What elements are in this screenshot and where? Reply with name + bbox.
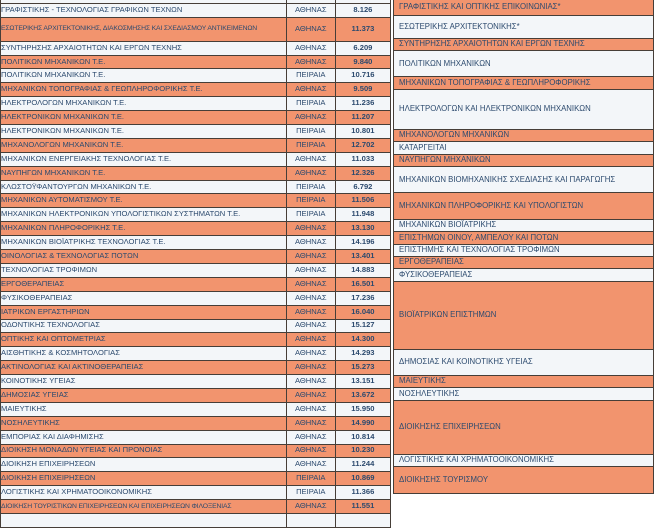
city-cell: ΑΘΗΝΑΣ bbox=[286, 152, 335, 166]
new-department-label: ΝΟΣΗΛΕΥΤΙΚΗΣ bbox=[399, 388, 460, 398]
city-cell: ΠΕΙΡΑΙΑ bbox=[286, 472, 335, 486]
department-row bbox=[1, 402, 391, 416]
score-cell: 14.293 bbox=[335, 347, 390, 361]
city-cell: ΑΘΗΝΑΣ bbox=[286, 361, 335, 375]
city-cell: ΑΘΗΝΑΣ bbox=[286, 500, 335, 514]
department-row bbox=[1, 416, 391, 430]
new-department-cell bbox=[393, 281, 654, 351]
city-cell: ΠΕΙΡΑΙΑ bbox=[286, 125, 335, 139]
new-department-label: ΜΗΧΑΝΙΚΩΝ ΤΟΠΟΓΡΑΦΙΑΣ & ΓΕΩΠΛΗΡΟΦΟΡΙΚΗΣ bbox=[399, 77, 591, 87]
department-row bbox=[1, 319, 391, 333]
city-cell: ΑΘΗΝΑΣ bbox=[286, 347, 335, 361]
old-department-cell: ΦΥΣΙΚΟΘΕΡΑΠΕΙΑΣ bbox=[1, 291, 287, 305]
new-department-label: ΜΗΧΑΝΟΛΟΓΩΝ ΜΗΧΑΝΙΚΩΝ bbox=[399, 130, 510, 140]
score-cell: 10.869 bbox=[335, 472, 390, 486]
score-cell: 11.207 bbox=[335, 111, 390, 125]
department-row bbox=[1, 472, 391, 486]
score-cell: 8.126 bbox=[335, 4, 390, 18]
old-department-cell: ΟΙΝΟΛΟΓΙΑΣ & ΤΕΧΝΟΛΟΓΙΑΣ ΠΟΤΩΝ bbox=[1, 250, 287, 264]
new-department-cell bbox=[393, 466, 654, 494]
score-cell: 9.840 bbox=[335, 55, 390, 69]
department-row bbox=[1, 361, 391, 375]
old-department-cell: ΗΛΕΚΤΡΟΝΙΚΩΝ ΜΗΧΑΝΙΚΩΝ Τ.Ε. bbox=[1, 125, 287, 139]
department-row bbox=[1, 97, 391, 111]
city-cell: ΠΕΙΡΑΙΑ bbox=[286, 138, 335, 152]
score-cell: 15.273 bbox=[335, 361, 390, 375]
old-department-cell: ΜΗΧΑΝΙΚΩΝ ΑΥΤΟΜΑΤΙΣΜΟΥ Τ.Ε. bbox=[1, 194, 287, 208]
score-cell: 17.236 bbox=[335, 291, 390, 305]
department-row bbox=[1, 486, 391, 500]
department-row bbox=[1, 388, 391, 402]
new-department-label: ΚΑΤΑΡΓΕΙΤΑΙ bbox=[399, 142, 447, 152]
old-department-cell: ΔΙΟΙΚΗΣΗ ΕΠΙΧΕΙΡΗΣΕΩΝ bbox=[1, 458, 287, 472]
city-cell: ΠΕΙΡΑΙΑ bbox=[286, 69, 335, 83]
city-cell: ΠΕΙΡΑΙΑ bbox=[286, 486, 335, 500]
department-row bbox=[1, 277, 391, 291]
new-department-label: ΛΟΓΙΣΤΙΚΗΣ ΚΑΙ ΧΡΗΜΑΤΟΟΙΚΟΝΟΜΙΚΗΣ bbox=[399, 455, 554, 465]
score-cell: 11.033 bbox=[335, 152, 390, 166]
new-department-label: ΕΣΩΤΕΡΙΚΗΣ ΑΡΧΙΤΕΚΤΟΝΙΚΗΣ* bbox=[399, 21, 520, 31]
score-cell: 14.300 bbox=[335, 333, 390, 347]
department-row bbox=[1, 347, 391, 361]
department-row bbox=[1, 4, 391, 18]
city-cell: ΑΘΗΝΑΣ bbox=[286, 277, 335, 291]
new-department-label: ΜΗΧΑΝΙΚΩΝ ΒΙΟΜΗΧΑΝΙΚΗΣ ΣΧΕΔΙΑΣΗΣ ΚΑΙ ΠΑΡΑΓΩΓΗΣ bbox=[399, 174, 616, 184]
score-cell: 13.401 bbox=[335, 250, 390, 264]
score-cell: 11.506 bbox=[335, 194, 390, 208]
department-row bbox=[1, 125, 391, 139]
new-department-label: ΜΗΧΑΝΙΚΩΝ ΠΛΗΡΟΦΟΡΙΚΗΣ ΚΑΙ ΥΠΟΛΟΓΙΣΤΩΝ bbox=[399, 200, 584, 210]
score-cell: 10.801 bbox=[335, 125, 390, 139]
old-department-cell: ΕΜΠΟΡΙΑΣ ΚΑΙ ΔΙΑΦΗΜΙΣΗΣ bbox=[1, 430, 287, 444]
old-department-cell: ΔΙΟΙΚΗΣΗ ΜΟΝΑΔΩΝ ΥΓΕΙΑΣ ΚΑΙ ΠΡΟΝΟΙΑΣ bbox=[1, 444, 287, 458]
city-cell: ΑΘΗΝΑΣ bbox=[286, 416, 335, 430]
city-cell: ΑΘΗΝΑΣ bbox=[286, 430, 335, 444]
score-cell: 15.127 bbox=[335, 319, 390, 333]
score-cell: 10.716 bbox=[335, 69, 390, 83]
department-row bbox=[1, 263, 391, 277]
old-department-cell: ΠΟΛΙΤΙΚΩΝ ΜΗΧΑΝΙΚΩΝ Τ.Ε. bbox=[1, 69, 287, 83]
department-row bbox=[1, 250, 391, 264]
department-row bbox=[1, 236, 391, 250]
department-row bbox=[1, 138, 391, 152]
department-row bbox=[1, 500, 391, 514]
score-cell: 13.130 bbox=[335, 222, 390, 236]
old-department-cell: ΜΗΧΑΝΙΚΩΝ ΗΛΕΚΤΡΟΝΙΚΩΝ ΥΠΟΛΟΓΙΣΤΙΚΩΝ ΣΥΣΤΗΜΑΤΩΝ Τ.Ε. bbox=[1, 208, 287, 222]
city-cell: ΑΘΗΝΑΣ bbox=[286, 83, 335, 97]
city-cell: ΑΘΗΝΑΣ bbox=[286, 41, 335, 55]
score-cell: 6.209 bbox=[335, 41, 390, 55]
new-department-cell bbox=[393, 15, 654, 39]
score-cell: 11.236 bbox=[335, 97, 390, 111]
city-cell: ΑΘΗΝΑΣ bbox=[286, 55, 335, 69]
department-row bbox=[1, 444, 391, 458]
score-cell: 16.040 bbox=[335, 305, 390, 319]
score-cell: 14.196 bbox=[335, 236, 390, 250]
new-department-label: ΜΗΧΑΝΙΚΩΝ ΒΙΟΪΑΤΡΙΚΗΣ bbox=[399, 220, 497, 230]
old-department-cell: ΜΗΧΑΝΙΚΩΝ ΕΝΕΡΓΕΙΑΚΗΣ ΤΕΧΝΟΛΟΓΙΑΣ Τ.Ε. bbox=[1, 152, 287, 166]
city-cell: ΑΘΗΝΑΣ bbox=[286, 4, 335, 18]
new-department-cell bbox=[393, 192, 654, 220]
city-cell: ΑΘΗΝΑΣ bbox=[286, 263, 335, 277]
department-row bbox=[1, 55, 391, 69]
new-department-cell bbox=[393, 50, 654, 78]
department-row bbox=[1, 152, 391, 166]
new-department-label: ΝΑΥΠΗΓΩΝ ΜΗΧΑΝΙΚΩΝ bbox=[399, 155, 491, 165]
new-department-label: ΒΙΟΪΑΤΡΙΚΩΝ ΕΠΙΣΤΗΜΩΝ bbox=[399, 309, 497, 319]
new-department-label: ΔΗΜΟΣΙΑΣ ΚΑΙ ΚΟΙΝΟΤΙΚΗΣ ΥΓΕΙΑΣ bbox=[399, 357, 533, 367]
old-department-cell: ΜΗΧΑΝΙΚΩΝ ΤΟΠΟΓΡΑΦΙΑΣ & ΓΕΩΠΛΗΡΟΦΟΡΙΚΗΣ Τ.Ε. bbox=[1, 83, 287, 97]
score-cell: 14.990 bbox=[335, 416, 390, 430]
department-row bbox=[1, 194, 391, 208]
old-department-cell: ΠΟΛΙΤΙΚΩΝ ΜΗΧΑΝΙΚΩΝ Τ.Ε. bbox=[1, 55, 287, 69]
city-cell: ΑΘΗΝΑΣ bbox=[286, 305, 335, 319]
old-department-cell: ΔΙΟΙΚΗΣΗ ΕΠΙΧΕΙΡΗΣΕΩΝ bbox=[1, 472, 287, 486]
new-department-label: ΗΛΕΚΤΡΟΛΟΓΩΝ ΚΑΙ ΗΛΕΚΤΡΟΝΙΚΩΝ ΜΗΧΑΝΙΚΩΝ bbox=[399, 104, 591, 114]
old-department-cell: ΟΠΤΙΚΗΣ ΚΑΙ ΟΠΤΟΜΕΤΡΙΑΣ bbox=[1, 333, 287, 347]
old-department-cell: ΙΑΤΡΙΚΩΝ ΕΡΓΑΣΤΗΡΙΩΝ bbox=[1, 305, 287, 319]
old-department-cell: ΟΔΟΝΤΙΚΗΣ ΤΕΧΝΟΛΟΓΙΑΣ bbox=[1, 319, 287, 333]
city-cell: ΠΕΙΡΑΙΑ bbox=[286, 180, 335, 194]
city-cell: ΑΘΗΝΑΣ bbox=[286, 388, 335, 402]
score-cell: 11.373 bbox=[335, 17, 390, 41]
city-cell: ΑΘΗΝΑΣ bbox=[286, 166, 335, 180]
score-cell: 14.883 bbox=[335, 263, 390, 277]
score-cell: 11.244 bbox=[335, 458, 390, 472]
old-department-cell: ΔΙΟΙΚΗΣΗ ΤΟΥΡΙΣΤΙΚΩΝ ΕΠΙΧΕΙΡΗΣΕΩΝ ΚΑΙ ΕΠΙΧΕΙΡΗΣΕΩΝ ΦΙΛΟΞΕΝΙΑΣ bbox=[1, 500, 287, 514]
new-departments-column bbox=[393, 0, 654, 494]
score-cell: 13.151 bbox=[335, 375, 390, 389]
score-cell: 16.501 bbox=[335, 277, 390, 291]
department-row bbox=[1, 375, 391, 389]
new-department-cell bbox=[393, 166, 654, 194]
new-department-label: ΕΡΓΟΘΕΡΑΠΕΙΑΣ bbox=[399, 257, 464, 267]
old-department-cell: ΚΛΩΣΤΟΫΦΑΝΤΟΥΡΓΩΝ ΜΗΧΑΝΙΚΩΝ Τ.Ε. bbox=[1, 180, 287, 194]
score-cell: 12.326 bbox=[335, 166, 390, 180]
city-cell: ΑΘΗΝΑΣ bbox=[286, 111, 335, 125]
old-department-cell: ΜΗΧΑΝΟΛΟΓΩΝ ΜΗΧΑΝΙΚΩΝ Τ.Ε. bbox=[1, 138, 287, 152]
old-department-cell: ΤΕΧΝΟΛΟΓΙΑΣ ΤΡΟΦΙΜΩΝ bbox=[1, 263, 287, 277]
score-cell: 12.702 bbox=[335, 138, 390, 152]
new-department-cell bbox=[393, 400, 654, 456]
department-row bbox=[1, 166, 391, 180]
department-row bbox=[1, 430, 391, 444]
old-department-cell: ΣΥΝΤΗΡΗΣΗΣ ΑΡΧΑΙΟΤΗΤΩΝ ΚΑΙ ΕΡΓΩΝ ΤΕΧΝΗΣ bbox=[1, 41, 287, 55]
score-cell: 9.509 bbox=[335, 83, 390, 97]
department-row bbox=[1, 333, 391, 347]
new-department-cell bbox=[393, 0, 654, 17]
city-cell: ΑΘΗΝΑΣ bbox=[286, 250, 335, 264]
old-department-cell: ΜΑΙΕΥΤΙΚΗΣ bbox=[1, 402, 287, 416]
old-department-cell: ΜΗΧΑΝΙΚΩΝ ΒΙΟΪΑΤΡΙΚΗΣ ΤΕΧΝΟΛΟΓΙΑΣ Τ.Ε. bbox=[1, 236, 287, 250]
new-department-cell bbox=[393, 89, 654, 131]
old-department-cell: ΝΟΣΗΛΕΥΤΙΚΗΣ bbox=[1, 416, 287, 430]
city-cell: ΑΘΗΝΑΣ bbox=[286, 222, 335, 236]
department-row bbox=[1, 180, 391, 194]
score-cell: 11.551 bbox=[335, 500, 390, 514]
old-department-cell: ΗΛΕΚΤΡΟΝΙΚΩΝ ΜΗΧΑΝΙΚΩΝ Τ.Ε. bbox=[1, 111, 287, 125]
new-department-label: ΕΠΙΣΤΗΜΩΝ ΟΙΝΟΥ, ΑΜΠΕΛΟΥ ΚΑΙ ΠΟΤΩΝ bbox=[399, 232, 559, 242]
old-department-cell: ΝΑΥΠΗΓΩΝ ΜΗΧΑΝΙΚΩΝ Τ.Ε. bbox=[1, 166, 287, 180]
old-department-cell: ΜΗΧΑΝΙΚΩΝ ΠΛΗΡΟΦΟΡΙΚΗΣ Τ.Ε. bbox=[1, 222, 287, 236]
old-department-cell: ΕΣΩΤΕΡΙΚΗΣ ΑΡΧΙΤΕΚΤΟΝΙΚΗΣ, ΔΙΑΚΟΣΜΗΣΗΣ ΚΑΙ ΣΧΕΔΙΑΣΜΟΥ ΑΝΤΙΚΕΙΜΕΝΩΝ bbox=[1, 17, 287, 41]
department-row bbox=[1, 458, 391, 472]
score-cell: 10.230 bbox=[335, 444, 390, 458]
new-department-label: ΣΥΝΤΗΡΗΣΗΣ ΑΡΧΑΙΟΤΗΤΩΝ ΚΑΙ ΕΡΓΩΝ ΤΕΧΝΗΣ bbox=[399, 39, 585, 49]
score-cell: 11.948 bbox=[335, 208, 390, 222]
old-department-cell: ΕΡΓΟΘΕΡΑΠΕΙΑΣ bbox=[1, 277, 287, 291]
department-row bbox=[1, 17, 391, 41]
old-department-cell: ΗΛΕΚΤΡΟΛΟΓΩΝ ΜΗΧΑΝΙΚΩΝ Τ.Ε. bbox=[1, 97, 287, 111]
old-department-cell: ΑΙΣΘΗΤΙΚΗΣ & ΚΟΣΜΗΤΟΛΟΓΙΑΣ bbox=[1, 347, 287, 361]
new-department-label: ΠΟΛΙΤΙΚΩΝ ΜΗΧΑΝΙΚΩΝ bbox=[399, 58, 491, 68]
city-cell: ΑΘΗΝΑΣ bbox=[286, 333, 335, 347]
new-department-label: ΜΑΙΕΥΤΙΚΗΣ bbox=[399, 376, 446, 386]
city-cell: ΑΘΗΝΑΣ bbox=[286, 291, 335, 305]
score-cell: 11.366 bbox=[335, 486, 390, 500]
department-row bbox=[1, 291, 391, 305]
city-cell: ΑΘΗΝΑΣ bbox=[286, 17, 335, 41]
city-cell: ΑΘΗΝΑΣ bbox=[286, 402, 335, 416]
score-cell: 10.814 bbox=[335, 430, 390, 444]
old-department-cell: ΑΚΤΙΝΟΛΟΓΙΑΣ ΚΑΙ ΑΚΤΙΝΟΘΕΡΑΠΕΙΑΣ bbox=[1, 361, 287, 375]
old-department-cell: ΔΗΜΟΣΙΑΣ ΥΓΕΙΑΣ bbox=[1, 388, 287, 402]
new-department-label: ΔΙΟΙΚΗΣΗΣ ΤΟΥΡΙΣΜΟΥ bbox=[399, 474, 489, 484]
department-row bbox=[1, 41, 391, 55]
department-row bbox=[1, 69, 391, 83]
city-cell: ΠΕΙΡΑΙΑ bbox=[286, 208, 335, 222]
department-row bbox=[1, 111, 391, 125]
city-cell: ΑΘΗΝΑΣ bbox=[286, 319, 335, 333]
new-department-cell bbox=[393, 349, 654, 377]
score-cell: 15.950 bbox=[335, 402, 390, 416]
new-department-label: ΓΡΑΦΙΣΤΙΚΗΣ ΚΑΙ ΟΠΤΙΚΗΣ ΕΠΙΚΟΙΝΩΝΙΑΣ* bbox=[399, 1, 561, 11]
new-department-label: ΔΙΟΙΚΗΣΗΣ ΕΠΙΧΕΙΡΗΣΕΩΝ bbox=[399, 422, 501, 432]
city-cell: ΑΘΗΝΑΣ bbox=[286, 444, 335, 458]
city-cell: ΠΕΙΡΑΙΑ bbox=[286, 194, 335, 208]
old-department-cell: ΓΡΑΦΙΣΤΙΚΗΣ - ΤΕΧΝΟΛΟΓΙΑΣ ΓΡΑΦΙΚΩΝ ΤΕΧΝΩΝ bbox=[1, 4, 287, 18]
city-cell: ΑΘΗΝΑΣ bbox=[286, 458, 335, 472]
department-row bbox=[1, 305, 391, 319]
city-cell: ΑΘΗΝΑΣ bbox=[286, 236, 335, 250]
score-cell: 13.672 bbox=[335, 388, 390, 402]
new-department-label: ΦΥΣΙΚΟΘΕΡΑΠΕΙΑΣ bbox=[399, 269, 473, 279]
department-row bbox=[1, 222, 391, 236]
old-department-cell: ΚΟΙΝΟΤΙΚΗΣ ΥΓΕΙΑΣ bbox=[1, 375, 287, 389]
score-cell: 6.792 bbox=[335, 180, 390, 194]
old-department-cell: ΛΟΓΙΣΤΙΚΗΣ ΚΑΙ ΧΡΗΜΑΤΟΟΙΚΟΝΟΜΙΚΗΣ bbox=[1, 486, 287, 500]
city-cell: ΠΕΙΡΑΙΑ bbox=[286, 97, 335, 111]
new-department-label: ΕΠΙΣΤΗΜΗΣ ΚΑΙ ΤΕΧΝΟΛΟΓΙΑΣ ΤΡΟΦΙΜΩΝ bbox=[399, 244, 560, 254]
city-cell: ΑΘΗΝΑΣ bbox=[286, 375, 335, 389]
department-row bbox=[1, 83, 391, 97]
department-row bbox=[1, 208, 391, 222]
